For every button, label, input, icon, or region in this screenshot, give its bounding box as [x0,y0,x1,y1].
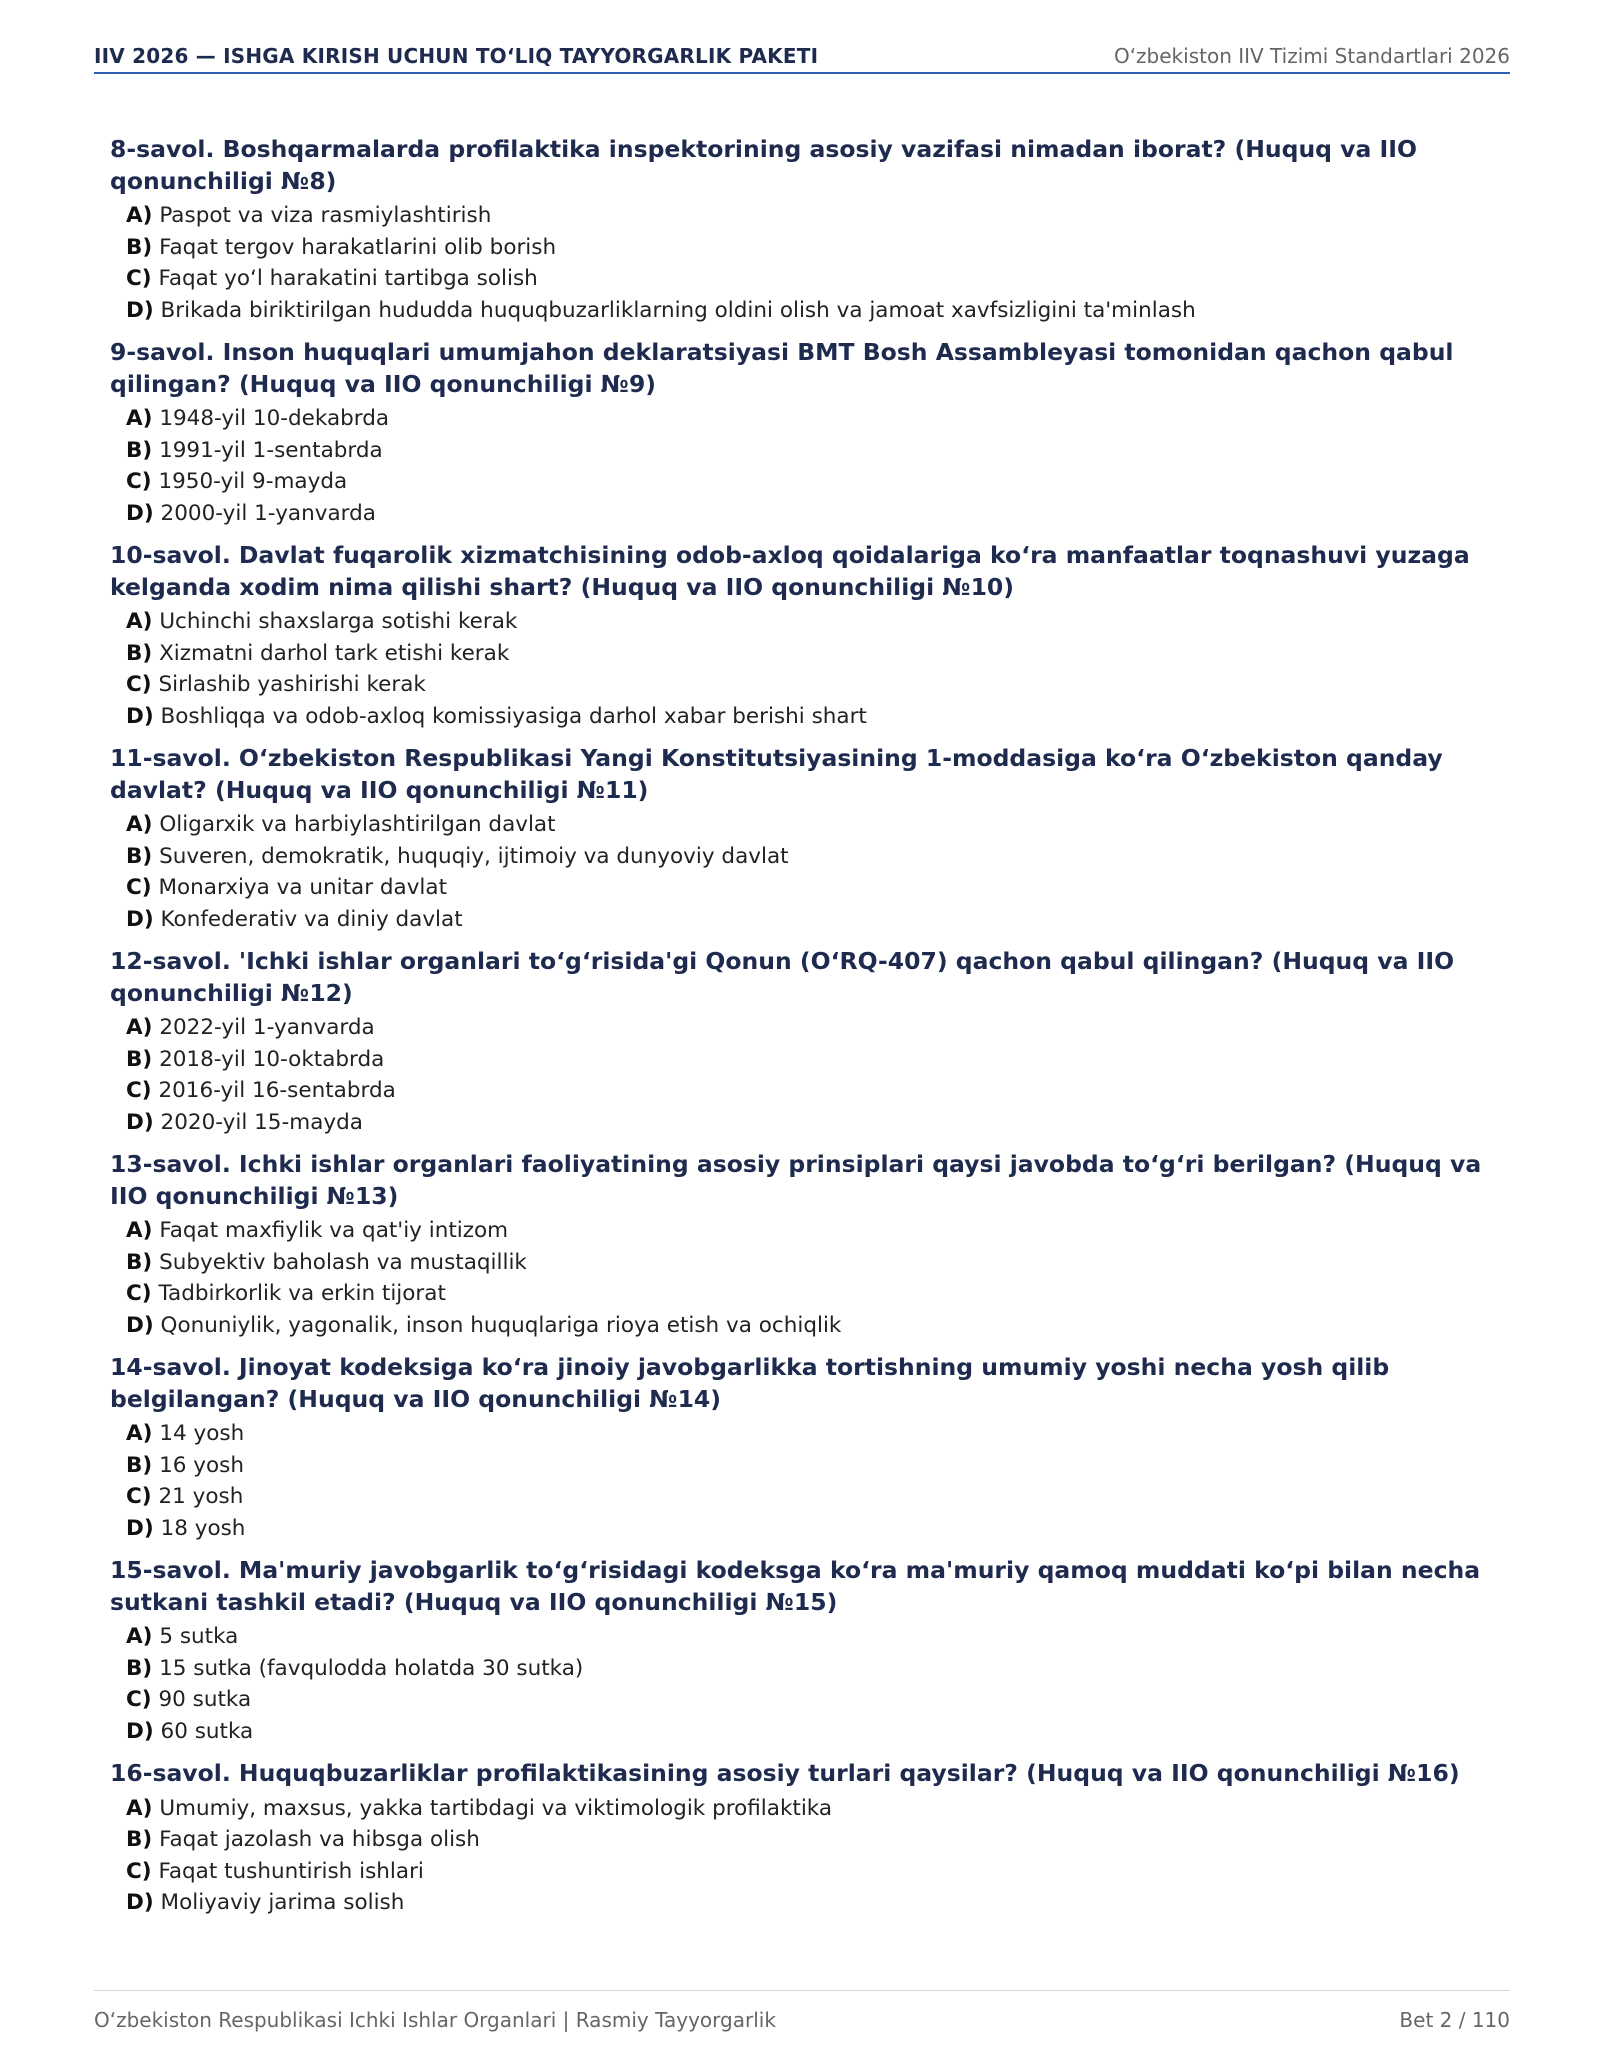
option-letter: A) [126,1218,153,1243]
answer-option [126,1278,1510,1310]
option-letter: C) [126,875,152,900]
page-number: Bet 2 / 110 [1399,2008,1510,2032]
option-text: Qonuniylik, yagonalik, inson huquqlariga rioya etish va ochiqlik [160,1312,842,1338]
answer-option [126,1793,1510,1825]
answer-option [126,1215,1510,1247]
option-letter: D) [126,1312,154,1338]
answer-option [126,263,1510,295]
option-text: Paspot va viza rasmiylashtirish [159,203,492,228]
answer-option [126,904,1510,936]
answer-option [126,809,1510,841]
option-text: Faqat tushuntirish ishlari [158,1858,424,1884]
option-text: 5 sutka [159,1624,239,1649]
option-letter: B) [126,843,153,869]
option-letter: D) [126,1515,154,1541]
answer-option [126,1012,1510,1044]
question-block [110,1758,1510,1919]
option-text: 1950-yil 9-mayda [158,469,348,494]
option-text: Brikada biriktirilgan hududda huquqbuzarliklarning oldini olish va jamoat xavfsizligini ta'minlash [160,297,1196,323]
answer-option [126,1107,1510,1139]
answer-option [126,466,1510,498]
option-text: 18 yosh [160,1515,246,1541]
option-letter: D) [126,906,154,932]
option-letter: A) [126,609,153,634]
answer-option [126,200,1510,232]
option-text: 1991-yil 1-sentabrda [159,437,383,463]
answer-options [110,403,1510,529]
option-letter: B) [126,640,153,666]
option-letter: B) [126,234,153,260]
option-text: 2020-yil 15-mayda [160,1109,363,1135]
question-block [110,946,1510,1138]
option-letter: C) [126,1687,152,1712]
option-letter: C) [126,266,152,291]
option-letter: B) [126,437,153,463]
option-text: 21 yosh [158,1484,244,1509]
option-letter: D) [126,1718,154,1744]
question-block [110,743,1510,935]
page-footer [94,1990,1510,2031]
answer-option [126,295,1510,327]
answer-option [126,1621,1510,1653]
answer-option [126,1716,1510,1748]
answer-option [126,403,1510,435]
answer-option [126,1481,1510,1513]
answer-option [126,606,1510,638]
question-block [110,1149,1510,1341]
option-text: 14 yosh [159,1421,245,1446]
header-title: IIV 2026 — ISHGA KIRISH UCHUN TO‘LIQ TAYYORGARLIK PAKETI [94,44,819,68]
answer-options [110,809,1510,935]
option-letter: A) [126,1421,153,1446]
answer-option [126,1513,1510,1545]
option-text: 90 sutka [158,1687,252,1712]
option-text: Faqat tergov harakatlarini olib borish [159,234,557,260]
option-text: Oligarxik va harbiylashtirilgan davlat [159,812,556,837]
question-list [110,134,1510,1930]
question-title: 9-savol. Inson huquqlari umumjahon deklaratsiyasi BMT Bosh Assambleyasi tomonidan qachon qabul qilingan? (Huquq va IIO qonunchiligi №9) [110,338,1454,398]
option-text: 2022-yil 1-yanvarda [159,1015,375,1040]
answer-option [126,872,1510,904]
option-text: Faqat yo‘l harakatini tartibga solish [158,266,538,291]
question-title: 15-savol. Ma'muriy javobgarlik to‘g‘risidagi kodeksga ko‘ra ma'muriy qamoq muddati ko‘pi bilan necha sutkani tashkil etadi? (Huquq va IIO qonunchiligi №15) [110,1556,1481,1616]
answer-options [110,1621,1510,1747]
option-text: Subyektiv baholash va mustaqillik [159,1249,527,1275]
option-letter: C) [126,1858,152,1884]
answer-option [126,638,1510,670]
option-text: Sirlashib yashirishi kerak [158,672,426,697]
question-title: 16-savol. Huquqbuzarliklar profilaktikasining asosiy turlari qaysilar? (Huquq va IIO qonunchiligi №16) [110,1759,1460,1787]
option-letter: B) [126,1827,153,1852]
answer-option [126,1310,1510,1342]
question-title: 13-savol. Ichki ishlar organlari faoliyatining asosiy prinsiplari qaysi javobda to‘g‘ri berilgan? (Huquq va IIO qonunchiligi №13) [110,1150,1482,1210]
option-letter: A) [126,1624,153,1649]
question-title: 12-savol. 'Ichki ishlar organlari to‘g‘risida'gi Qonun (O‘RQ-407) qachon qabul qilingan? (Huquq va IIO qonunchiligi №12) [110,947,1455,1007]
option-letter: C) [126,469,152,494]
option-letter: B) [126,1046,153,1072]
option-letter: D) [126,500,154,526]
answer-option [126,1075,1510,1107]
answer-options [110,1418,1510,1544]
answer-option [126,701,1510,733]
question-block [110,134,1510,326]
question-block [110,1352,1510,1544]
question-block [110,540,1510,732]
answer-option [126,1856,1510,1888]
answer-option [126,1450,1510,1482]
option-letter: D) [126,1109,154,1135]
option-letter: B) [126,1655,153,1681]
header-subtitle: O‘zbekiston IIV Tizimi Standartlari 2026 [1113,44,1510,68]
answer-option [126,435,1510,467]
question-block [110,1555,1510,1747]
answer-options [110,200,1510,326]
answer-option [126,1044,1510,1076]
answer-options [110,1215,1510,1341]
answer-option [126,498,1510,530]
option-text: 1948-yil 10-dekabrda [159,406,390,431]
option-text: Faqat maxfiylik va qat'iy intizom [159,1218,509,1243]
footer-text: O‘zbekiston Respublikasi Ichki Ishlar Organlari | Rasmiy Tayyorgarlik [94,2008,776,2032]
option-letter: B) [126,1452,153,1478]
option-text: Konfederativ va diniy davlat [160,906,463,932]
answer-options [110,606,1510,732]
question-title: 14-savol. Jinoyat kodeksiga ko‘ra jinoiy javobgarlikka tortishning umumiy yoshi necha yosh qilib belgilangan? (Huquq va IIO qonunchiligi №14) [110,1353,1390,1413]
answer-option [126,232,1510,264]
option-text: Uchinchi shaxslarga sotishi kerak [159,609,518,634]
option-text: Moliyaviy jarima solish [160,1890,405,1915]
answer-option [126,841,1510,873]
option-letter: A) [126,1795,153,1821]
answer-option [126,1887,1510,1919]
question-title: 10-savol. Davlat fuqarolik xizmatchisining odob-axloq qoidalariga ko‘ra manfaatlar toqnashuvi yuzaga kelganda xodim nima qilishi shart? (Huquq va IIO qonunchiligi №10) [110,541,1470,601]
option-text: Boshliqqa va odob-axloq komissiyasiga darhol xabar berishi shart [160,703,867,729]
answer-option [126,1247,1510,1279]
option-letter: D) [126,297,154,323]
option-text: 2000-yil 1-yanvarda [160,500,376,526]
page-header [94,40,1510,74]
answer-option [126,1824,1510,1856]
option-letter: D) [126,703,154,729]
option-text: Suveren, demokratik, huquqiy, ijtimoiy va dunyoviy davlat [159,843,789,869]
option-text: Umumiy, maxsus, yakka tartibdagi va viktimologik profilaktika [159,1795,833,1821]
answer-options [110,1012,1510,1138]
option-letter: D) [126,1890,154,1915]
answer-option [126,669,1510,701]
option-letter: A) [126,1015,153,1040]
option-text: 16 yosh [159,1452,244,1478]
option-letter: B) [126,1249,153,1275]
question-title: 11-savol. O‘zbekiston Respublikasi Yangi Konstitutsiyasining 1-moddasiga ko‘ra O‘zbekiston qanday davlat? (Huquq va IIO qonunchiligi №11) [110,744,1443,804]
option-text: 2018-yil 10-oktabrda [159,1046,385,1072]
question-block [110,337,1510,529]
option-letter: A) [126,406,153,431]
option-letter: C) [126,1281,152,1306]
option-text: 15 sutka (favqulodda holatda 30 sutka) [159,1655,584,1681]
option-text: 2016-yil 16-sentabrda [158,1078,396,1103]
option-letter: A) [126,812,153,837]
option-letter: A) [126,203,153,228]
answer-option [126,1653,1510,1685]
option-text: Tadbirkorlik va erkin tijorat [158,1281,446,1306]
answer-option [126,1684,1510,1716]
answer-options [110,1793,1510,1919]
option-text: 60 sutka [160,1718,254,1744]
answer-option [126,1418,1510,1450]
option-letter: C) [126,1484,152,1509]
option-letter: C) [126,672,152,697]
option-text: Xizmatni darhol tark etishi kerak [159,640,510,666]
question-title: 8-savol. Boshqarmalarda profilaktika inspektorining asosiy vazifasi nimadan iborat? (Huquq va IIO qonunchiligi №8) [110,135,1418,195]
option-letter: C) [126,1078,152,1103]
option-text: Faqat jazolash va hibsga olish [159,1827,480,1852]
option-text: Monarxiya va unitar davlat [158,875,448,900]
